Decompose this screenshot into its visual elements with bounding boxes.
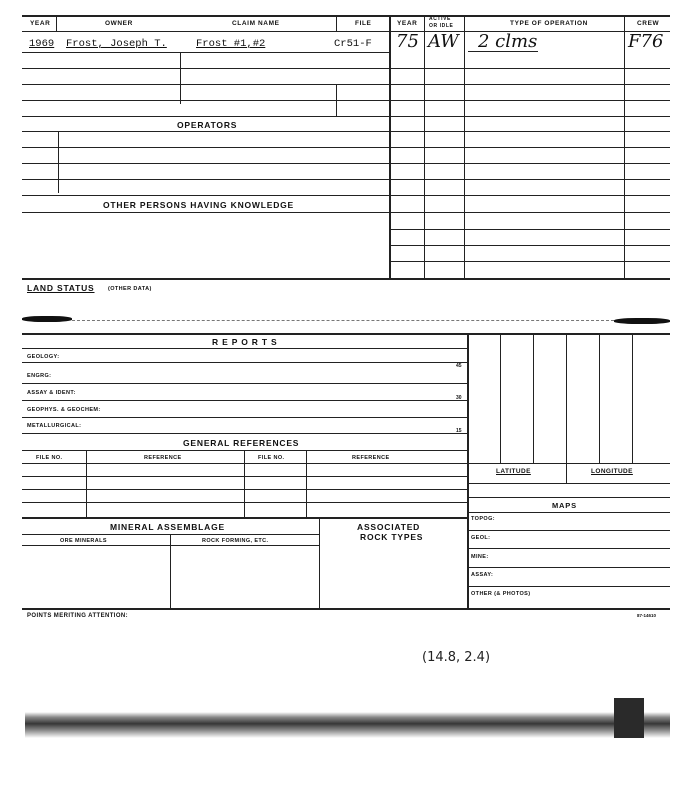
header-claim-name: CLAIM NAME xyxy=(232,20,280,27)
report-geophys: GEOPHYS. & GEOCHEM: xyxy=(27,407,101,413)
section-reports: R E P O R T S xyxy=(212,337,278,347)
report-num-15: 15 xyxy=(456,428,462,434)
report-metallurgical: METALLURGICAL: xyxy=(27,423,82,429)
maps-mine: MINE: xyxy=(471,554,489,560)
header-year: YEAR xyxy=(30,20,51,27)
section-land-status: LAND STATUS xyxy=(27,283,95,293)
report-geology: GEOLOGY: xyxy=(27,354,60,360)
form-number: 87-14610 xyxy=(637,613,657,618)
ref-header-reference-1: REFERENCE xyxy=(144,455,182,461)
entry-year: 1969 xyxy=(29,38,55,50)
header-active-idle-2: OR IDLE xyxy=(429,23,454,29)
maps-geol: GEOL: xyxy=(471,535,491,541)
maps-topog: TOPOG: xyxy=(471,516,495,522)
section-land-status-sub: (OTHER DATA) xyxy=(108,286,152,292)
points-meriting-attention: POINTS MERITING ATTENTION: xyxy=(27,613,129,619)
maps-other: OTHER (& PHOTOS) xyxy=(471,591,531,597)
section-mineral-assemblage: MINERAL ASSEMBLAGE xyxy=(110,522,225,532)
section-operators: OPERATORS xyxy=(177,120,238,130)
section-maps: MAPS xyxy=(552,501,577,510)
entry-crew: F76 xyxy=(628,31,664,52)
entry-owner: Frost, Joseph T. xyxy=(66,38,167,50)
maps-assay: ASSAY: xyxy=(471,572,494,578)
report-assay-ident: ASSAY & IDENT: xyxy=(27,390,76,396)
header-owner: OWNER xyxy=(105,20,133,27)
header-type-of-operation: TYPE OF OPERATION xyxy=(510,20,588,27)
section-other-persons: OTHER PERSONS HAVING KNOWLEDGE xyxy=(103,200,295,210)
report-num-45: 45 xyxy=(456,363,462,369)
header-op-year: YEAR xyxy=(397,20,418,27)
report-engrg: ENGRG: xyxy=(27,373,52,379)
entry-type-of-operation: 2 clms xyxy=(478,31,538,52)
section-associated-rock-types-2: ROCK TYPES xyxy=(360,532,424,542)
entry-op-year: 75 xyxy=(396,31,419,52)
header-crew: CREW xyxy=(637,20,660,27)
entry-file: Cr51-F xyxy=(334,38,372,50)
report-num-30: 30 xyxy=(456,395,462,401)
scan-artifact-band xyxy=(25,712,670,738)
ref-header-reference-2: REFERENCE xyxy=(352,455,390,461)
scan-artifact-blob xyxy=(614,698,644,738)
coord-latitude: LATITUDE xyxy=(496,468,531,475)
entry-claim-name: Frost #1,#2 xyxy=(196,38,266,50)
ref-header-file-no-2: FILE NO. xyxy=(258,455,285,461)
pencil-note: (14.8, 2.4) xyxy=(422,650,491,665)
section-associated-rock-types: ASSOCIATED xyxy=(357,522,421,532)
header-active-idle: ACTIVE xyxy=(429,16,451,22)
coord-longitude: LONGITUDE xyxy=(591,468,633,475)
mineral-header-ore: ORE MINERALS xyxy=(60,538,107,544)
mineral-header-rock-forming: ROCK FORMING, ETC. xyxy=(202,538,269,544)
ref-header-file-no-1: FILE NO. xyxy=(36,455,63,461)
section-general-references: GENERAL REFERENCES xyxy=(183,438,300,448)
entry-active-idle: AW xyxy=(428,31,459,52)
header-file: FILE xyxy=(355,20,372,27)
